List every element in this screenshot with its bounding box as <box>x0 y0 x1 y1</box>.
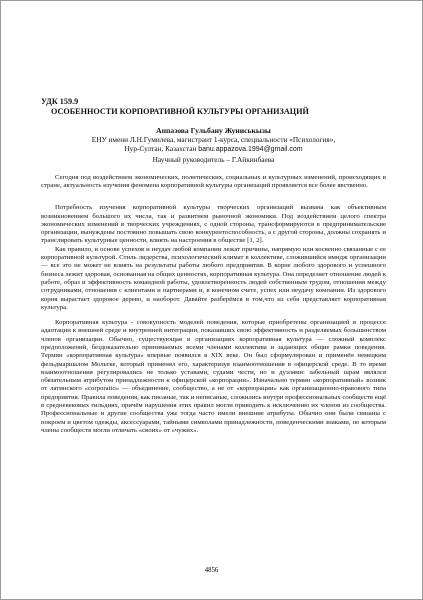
author-name: Аппазова Гульбану Жуниськызы <box>156 126 271 135</box>
affiliation-line-2 <box>41 144 386 154</box>
udk-code: УДК 159.9 <box>41 97 79 106</box>
paragraph-1: Потребность изучения корпоративной культуры творческих организаций вызвана как объективным возникновением большого их числа, так и развитием рыночной экономики. Под воздействием целого спектра экономических изменений в творческих учреждениях, с одной стороны, трансформируются в предпринимательские организации, вынуждены постоянно повышать свою конкурентоспособность, а с другой стороны, должны сохранять и транслировать культурные ценности, влиять на настроения в обществе [1, 2]. <box>41 204 386 245</box>
email-link[interactable]: banu.appazova.1994@gmail.com <box>198 146 303 154</box>
paragraph-2: Как правило, в основе успехов и неудач любой компании лежат причины, напрямую или косвенно связанные с ее корпоративной культурой. Стиль лидерства, психологический климат в коллективе, сложившийся имидж организации — все это не может не влиять на результаты работы любого предприятия. В корне любого здорового и успешного бизнеса лежит здоровая, основанная на общих ценностях, корпоративная культура. Она определяет отношение людей к работе, образ и эффективность командной работы, удовлетворенность людей собственным трудом, отношения между сотрудниками, отношения с клиентами и партнерами и, в конечном счете, успех или неудачу компании. Из здорового корня вырастает здоровое дерево, и наоборот. Давайте разберёмся в том,что из себя представляет корпоративная культура. <box>41 245 386 311</box>
location-text: Нур-Султан, Казахстан <box>124 144 199 154</box>
page-number: 4856 <box>204 567 219 574</box>
affiliation-line-1: ЕНУ имени Л.Н.Гумилева, магистрант 1-курса, специальности «Психология», <box>91 135 336 144</box>
article-title: ОСОБЕННОСТИ КОРПОРАТИВНОЙ КУЛЬТУРЫ ОРГАНИЗАЦИЙ <box>51 107 309 116</box>
abstract: Сегодня под воздействием экономических, политических, социальных и культурных изменений, происходящих в стране, актуальность изучения феномена корпоративной культуры организаций проявляется все более явственно. <box>41 173 386 190</box>
article-body <box>41 97 386 435</box>
paragraph-3: Корпоративная культура - совокупность моделей поведения, которые приобретены организацией в процессе адаптации к внешней среде и внутренней интеграции, показавших свою эффективность и разделяемых большинством членов организации. Обычно, существующая в организациях корпоративная культура — сложный комплекс предположений, бездоказательно принимаемых всеми членами коллектива и задающих общие рамки поведения. Термин «корпоративная культура» впервые появился в XIX веке. Он был сформулирован и применён немецким фельдмаршалом Мольтке, который применял его, характеризуя взаимоотношения в офицерской среде. В то время взаимоотношения регулировались не только уставами, судами чести, но и дуэлями: забельный шрам являлся обязательным атрибутом принадлежности к офицерской «корпорации». Изначально термин «корпоративный» возник от латинского «corporatio» — объединение, сообщество, а не от «корпорации» как организационно-правового типа предприятия. Правила поведения, как писаные, так и неписаные, сложились внутри профессиональных сообществ ещё в средневековых гильдиях, причём нарушения этих правил могли приводить к исключению их членов из сообщества. Профессиональные и другие сообщества уже тогда часто имели внешние атрибуты. Обычно они были связаны с покроем и цветом одежды, аксессуарами, тайными символами принадлежности, поведенческими знаками, по которым члены сообществ могли отличать «своих» от «чужих». <box>41 319 386 434</box>
supervisor-line: Научный руководитель – Г.Айкинбаева <box>152 154 275 164</box>
